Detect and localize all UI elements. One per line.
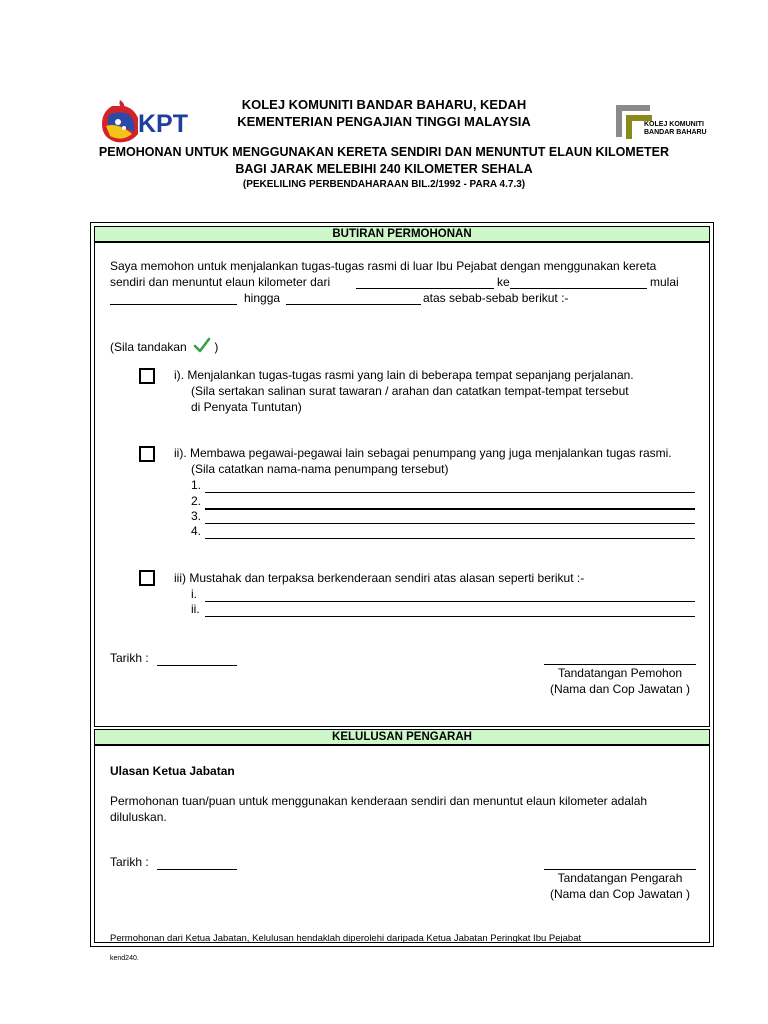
applicant-signature-sub: (Nama dan Cop Jawatan ) (549, 682, 691, 696)
applicant-signature-label: Tandatangan Pemohon (557, 666, 683, 680)
director-date-label: Tarikh : (110, 855, 149, 869)
approval-text-line1: Permohonan tuan/puan untuk menggunakan kenderaan sendiri dan menuntut elaun kilometer adalah (110, 794, 648, 808)
checkmark-icon (193, 337, 211, 353)
option-ii-line2: (Sila catatkan nama-nama penumpang tersebut) (191, 462, 449, 476)
intro-line2: sendiri dan menuntut elaun kilometer dari (110, 275, 331, 289)
option-iii-line1: iii) Mustahak dan terpaksa berkenderaan sendiri atas alasan seperti berikut :- (174, 571, 585, 585)
institution-name: KOLEJ KOMUNITI BANDAR BAHARU, KEDAH (241, 97, 527, 112)
tick-instruction-text: (Sila tandakan (110, 340, 187, 354)
director-signature-label: Tandatangan Pengarah (557, 871, 683, 885)
tick-instruction-close: ) (214, 340, 219, 354)
option-i-line2: (Sila sertakan salinan surat tawaran / arahan dan catatkan tempat-tempat tersebut (191, 384, 629, 398)
reason-2-input-line[interactable] (205, 616, 695, 617)
kpt-logo-text: KPT (138, 110, 188, 138)
director-date-input-line[interactable] (157, 869, 237, 870)
section2-subheading: Ulasan Ketua Jabatan (110, 764, 235, 778)
section1-heading: BUTIRAN PERMOHONAN (94, 226, 710, 242)
intro-line1: Saya memohon untuk menjalankan tugas-tugas rasmi di luar Ibu Pejabat dengan menggunakan kereta (110, 259, 657, 273)
section1-box (94, 242, 710, 727)
form-code: kend240. (110, 955, 139, 962)
form-title-line1: PEMOHONAN UNTUK MENGGUNAKAN KERETA SENDIRI DAN MENUNTUT ELAUN KILOMETER (98, 145, 670, 159)
intro-mulai: mulai (650, 275, 679, 289)
passenger-2-input-line[interactable] (205, 508, 695, 510)
option-ii-line1: ii). Membawa pegawai-pegawai lain sebagai penumpang yang juga menjalankan tugas rasmi. (174, 446, 672, 460)
director-signature-line[interactable] (544, 869, 696, 870)
applicant-date-input-line[interactable] (157, 665, 237, 666)
passenger-4-input-line[interactable] (205, 538, 695, 539)
passenger-number-2: 2. (191, 494, 202, 508)
option-i-line1: i). Menjalankan tugas-tugas rasmi yang lain di beberapa tempat sepanjang perjalanan. (174, 368, 634, 382)
start-date-input-line[interactable] (110, 304, 237, 305)
intro-ke: ke (497, 275, 510, 289)
passenger-1-input-line[interactable] (205, 492, 695, 493)
end-date-input-line[interactable] (286, 304, 421, 305)
option-i-checkbox[interactable] (139, 368, 155, 384)
reason-number-1: i. (191, 587, 197, 601)
option-ii-checkbox[interactable] (139, 446, 155, 462)
reason-number-2: ii. (191, 602, 200, 616)
intro-atas: atas sebab-sebab berikut :- (423, 291, 569, 305)
ministry-name: KEMENTERIAN PENGAJIAN TINGGI MALAYSIA (237, 114, 531, 129)
section2-heading: KELULUSAN PENGARAH (94, 729, 710, 745)
form-title-line2: BAGI JARAK MELEBIHI 240 KILOMETER SEHALA (235, 162, 533, 176)
option-i-line3: di Penyata Tuntutan) (191, 400, 302, 414)
director-signature-sub: (Nama dan Cop Jawatan ) (549, 887, 691, 901)
option-iii-checkbox[interactable] (139, 570, 155, 586)
intro-hingga: hingga (244, 291, 281, 305)
destination-input-line[interactable] (510, 288, 647, 289)
approval-text-line2: diluluskan. (110, 810, 167, 824)
passenger-number-1: 1. (191, 478, 202, 492)
kk-logo-line1: KOLEJ KOMUNITI (644, 121, 704, 128)
passenger-number-3: 3. (191, 509, 202, 523)
approval-footnote: Permohonan dari Ketua Jabatan, Kelulusan hendaklah diperolehi daripada Ketua Jabatan Peringkat Ibu Pejabat (110, 933, 582, 944)
reason-1-input-line[interactable] (205, 601, 695, 602)
kk-logo-line2: BANDAR BAHARU (644, 129, 707, 136)
applicant-date-label: Tarikh : (110, 651, 149, 665)
passenger-number-4: 4. (191, 524, 202, 538)
tick-instruction (110, 337, 218, 356)
applicant-signature-line[interactable] (544, 664, 696, 665)
origin-input-line[interactable] (356, 288, 494, 289)
form-reference: (PEKELILING PERBENDAHARAAN BIL.2/1992 - PARA 4.7.3) (242, 179, 526, 190)
passenger-3-input-line[interactable] (205, 523, 695, 524)
